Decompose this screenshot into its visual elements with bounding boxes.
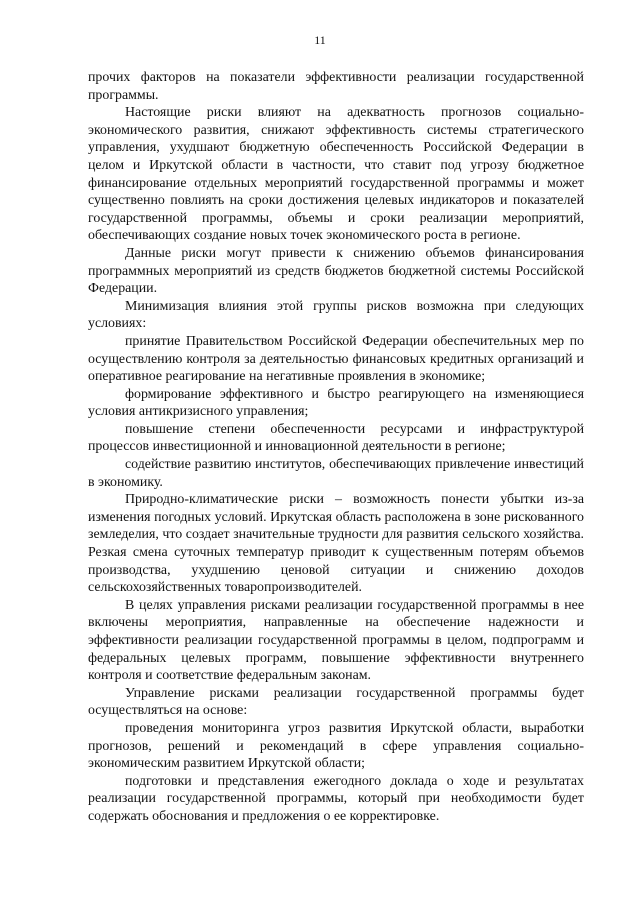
paragraph-risk-management-measures: В целях управления рисками реализации государственной программы в нее включены мероприятия, направленные на обеспечение надежности и эффективности реализации государственной программы в целом, подпрограмм и федеральных целевых программ, повышение эффективности внутреннего контроля и соответствие федеральным законам. bbox=[88, 597, 584, 684]
list-item-monitoring: проведения мониторинга угроз развития Иркутской области, выработки прогнозов, решений и рекомендаций в сфере управления социально-экономическим развитием Иркутской области; bbox=[88, 720, 584, 772]
page-number: 11 bbox=[314, 33, 326, 47]
paragraph-climate-risks: Природно-климатические риски – возможность понести убытки из-за изменения погодных условий. Иркутская область расположена в зоне рискованного земледелия, что создает значительные трудности для развития сельского хозяйства. Резкая смена суточных температур приводит к существенным потерям объемов производства, ухудшению ценовой ситуации и снижению доходов сельскохозяйственных товаропроизводителей. bbox=[88, 492, 584, 596]
paragraph-risks-impact: Настоящие риски влияют на адекватность прогнозов социально-экономического развития, снижают эффективность системы стратегического управления, ухудшают бюджетную обеспеченность Российской Федерации в целом и Иркутской области в частности, что ставит под угрозу бюджетное финансирование отдельных мероприятий государственной программы и может существенно повлиять на сроки достижения целевых индикаторов и показателей государственной программы, объемы и сроки реализации мероприятий, обеспечивающих создание новых точек экономического роста в регионе. bbox=[88, 105, 584, 244]
paragraph-risk-management-basis: Управление рисками реализации государственной программы будет осуществляться на основе: bbox=[88, 685, 584, 719]
list-item-annual-report: подготовки и представления ежегодного доклада о ходе и результатах реализации государственной программы, который при необходимости будет содержать обоснования и предложения о ее корректировке. bbox=[88, 773, 584, 824]
list-item-investment-institutions: содействие развитию институтов, обеспечивающих привлечение инвестиций в экономику. bbox=[88, 457, 584, 490]
list-item-anticrisis-management: формирование эффективного и быстро реагирующего на изменяющиеся условия антикризисного управления; bbox=[88, 386, 584, 420]
list-item-government-measures: принятие Правительством Российской Федерации обеспечительных мер по осуществлению контроля за деятельностью финансовых кредитных организаций и оперативное реагирование на негативные проявления в экономике; bbox=[88, 333, 584, 385]
list-item-resource-provision: повышение степени обеспеченности ресурсами и инфраструктурой процессов инвестиционной и инновационной деятельности в регионе; bbox=[88, 421, 584, 455]
paragraph-minimization-conditions: Минимизация влияния этой группы рисков возможна при следующих условиях: bbox=[88, 298, 584, 332]
paragraph-continuation: прочих факторов на показатели эффективности реализации государственной программы. bbox=[88, 70, 584, 103]
paragraph-funding-reduction: Данные риски могут привести к снижению объемов финансирования программных мероприятий из средств бюджетов бюджетной системы Российской Федерации. bbox=[88, 245, 584, 297]
document-body bbox=[88, 69, 584, 826]
